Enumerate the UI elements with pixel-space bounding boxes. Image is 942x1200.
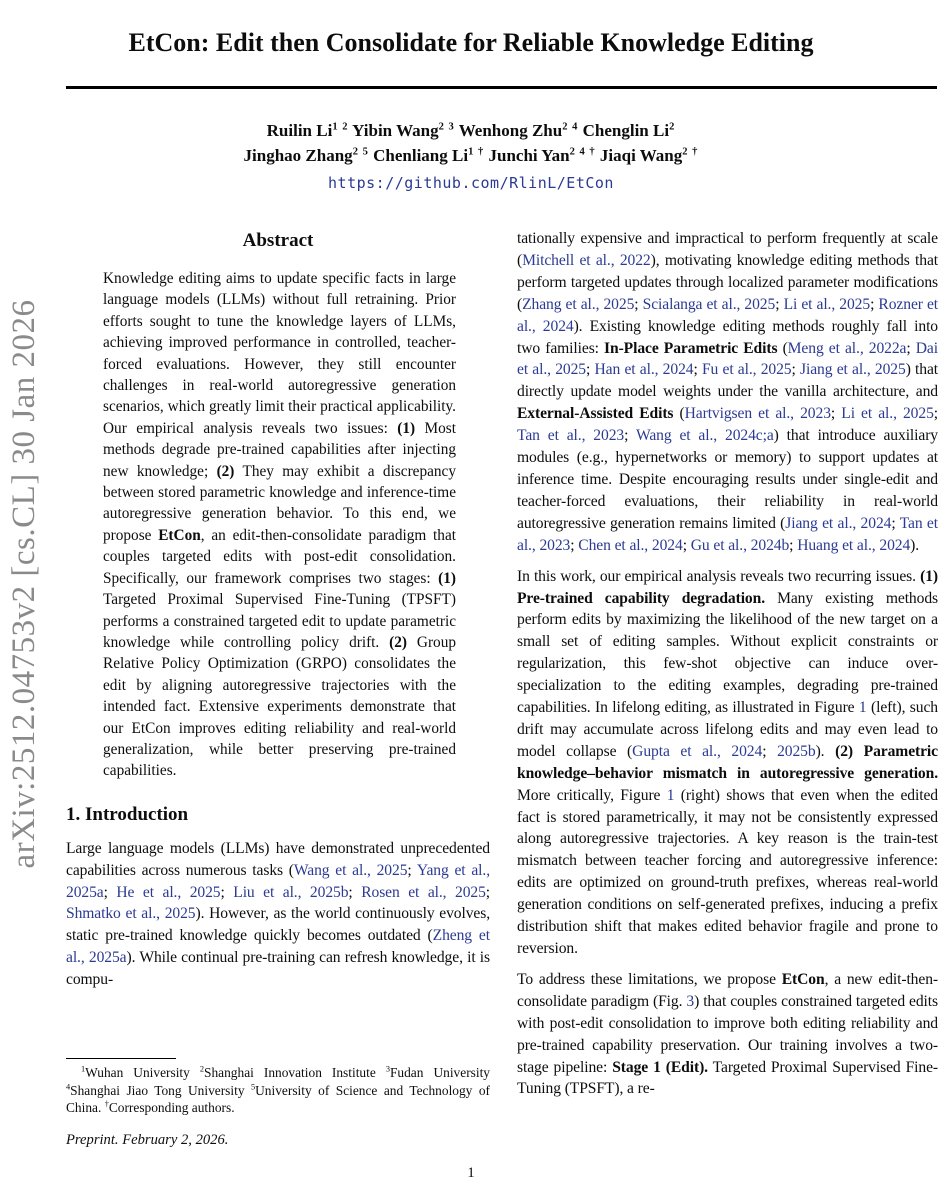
- text-run: Knowledge editing aims to update specific facts in large language models (LLMs) without full retraining. Prior efforts sought to tune the knowledge layers of LLMs, achieving improved performance in controlled, teacher-forced evaluations. However, they still encounter challenges in real-world autoregressive generation scenarios, which greatly limit their practical applicability. Our empirical analysis reveals two issues:: [103, 270, 456, 437]
- citation-link[interactable]: Jiang et al., 2025: [800, 361, 906, 379]
- text-run: Group Relative Policy Optimization (GRPO) consolidates the edit by aligning autoregressive trajectories with the intended fact. Extensive experiments demonstrate that our EtCon improves editing reliability and real-world generalization, while better preserving pre-trained capabilities.: [103, 633, 456, 780]
- text-run: ;: [634, 295, 643, 313]
- citation-link[interactable]: Tan et al., 2023: [517, 514, 938, 554]
- superscript: †: [104, 1099, 109, 1109]
- page-number: 1: [467, 1165, 475, 1181]
- text-run: ), motivating knowledge editing methods that perform targeted updates through localized parameter modifications (: [517, 251, 938, 313]
- right-paragraph-1: [517, 228, 938, 557]
- citation-link[interactable]: 1: [666, 786, 675, 804]
- superscript: 2 †: [682, 146, 699, 158]
- text-run: ;: [220, 883, 234, 901]
- affiliations-footnote: [66, 1064, 490, 1117]
- superscript: 3: [385, 1064, 390, 1074]
- superscript: 2 4 †: [569, 146, 596, 158]
- right-paragraph-2: [517, 566, 938, 960]
- text-run: EtCon: [158, 526, 201, 544]
- text-run: ;: [103, 883, 117, 901]
- citation-link[interactable]: Dai et al., 2025: [517, 339, 938, 379]
- citation-link[interactable]: Wang et al., 2024c;a: [635, 427, 774, 445]
- text-run: ;: [407, 861, 417, 879]
- text-run: Ruilin Li: [266, 121, 333, 140]
- text-run: ;: [348, 883, 362, 901]
- text-run: ) that introduce auxiliary modules (e.g., hypernetworks or memory) to support updates at inference time. Despite encouraging results under single-edit and teacher-forced evaluations, their reliability in real-world autoregressive generation remains limited (: [517, 427, 938, 532]
- section-heading-introduction: 1. Introduction: [66, 803, 189, 825]
- text-run: (left), such drift may accumulate across lifelong edits and may even lead to model collapse (: [517, 699, 938, 760]
- superscript: 2: [669, 121, 676, 133]
- footnote-block: [66, 1058, 490, 1149]
- github-link[interactable]: https://github.com/RlinL/EtCon: [328, 174, 614, 192]
- superscript: 1: [81, 1064, 86, 1074]
- text-run: Yibin Wang: [352, 121, 439, 140]
- right-paragraph-3: [517, 969, 938, 1100]
- text-run: ;: [775, 295, 784, 313]
- text-run: ;: [624, 427, 636, 445]
- citation-link[interactable]: Li et al., 2025: [783, 295, 871, 313]
- text-run: Wuhan University: [85, 1065, 200, 1080]
- author-line-2: [0, 143, 942, 168]
- citation-link[interactable]: Li et al., 2025: [841, 405, 934, 423]
- text-run: Chenglin Li: [582, 121, 670, 140]
- text-run: Jiaqi Wang: [599, 146, 683, 165]
- footnote-rule: [66, 1058, 176, 1059]
- text-run: Fudan University: [389, 1065, 490, 1080]
- preprint-note: Preprint. February 2, 2026.: [66, 1131, 229, 1148]
- citation-link[interactable]: Gupta et al., 2024: [632, 742, 763, 760]
- text-run: Large language models (LLMs) have demonstrated unprecedented capabilities across numerous tasks (: [66, 839, 490, 879]
- superscript: 4: [66, 1082, 71, 1092]
- citation-link[interactable]: Wang et al., 2025: [293, 861, 408, 879]
- text-run: ;: [682, 536, 691, 554]
- text-run: ;: [789, 536, 798, 554]
- intro-paragraph: [66, 838, 490, 991]
- citation-link[interactable]: Rozner et al., 2024: [517, 295, 938, 335]
- text-run: Shanghai Innovation Institute: [204, 1065, 386, 1080]
- text-run: (right) shows that even when the edited fact is stored parametrically, it may not be consistently expressed along autoregressive trajectories. A key reason is the train-test mismatch between teacher forcing and autoregressive inference: edits are optimized on ground-truth prefixes, whereas real-world generation conditions on self-generated prefixes, inducing a prefix distribution shift that makes edited behavior fragile and prone to reversion.: [517, 786, 938, 957]
- paper-title: EtCon: Edit then Consolidate for Reliable Knowledge Editing: [128, 28, 814, 57]
- text-run: ) that couples constrained targeted edits with post-edit consolidation to improve both editing reliability and pre-trained capability preservation. Our training involves a two-stage pipeline:: [517, 992, 938, 1076]
- text-run: University of Science and Technology of China.: [66, 1082, 490, 1116]
- text-run: They may exhibit a discrepancy between stored parametric knowledge and inference-time autoregressive generation behavior. To this end, we propose: [103, 462, 456, 544]
- text-run: ;: [586, 361, 595, 379]
- citation-link[interactable]: Shmatko et al., 2025: [66, 905, 196, 923]
- text-run: In this work, our empirical analysis reveals two recurring issues.: [517, 567, 921, 585]
- text-run: tationally expensive and impractical to perform frequently at scale (: [517, 230, 938, 269]
- abstract-heading: Abstract: [242, 230, 314, 251]
- author-line-1: [0, 118, 942, 143]
- citation-link[interactable]: Gu et al., 2024b: [690, 536, 790, 554]
- text-run: ;: [791, 361, 801, 379]
- text-run: ;: [891, 514, 900, 532]
- text-run: (2): [389, 633, 407, 651]
- right-column: [517, 228, 938, 1163]
- superscript: 2 4: [562, 121, 579, 133]
- text-run: (2): [216, 462, 235, 480]
- text-run: Corresponding authors.: [108, 1100, 235, 1116]
- superscript: 5: [250, 1082, 256, 1092]
- text-run: ;: [830, 405, 842, 423]
- text-run: ). While continual pre-training can refresh knowledge, it is compu-: [66, 949, 490, 989]
- text-run: Chenliang Li: [373, 146, 469, 165]
- text-run: ;: [870, 295, 879, 313]
- text-run: (: [673, 405, 685, 423]
- text-run: ).: [815, 742, 836, 760]
- citation-link[interactable]: Han et al., 2024: [594, 361, 694, 379]
- citation-link[interactable]: Hartvigsen et al., 2023: [684, 405, 831, 423]
- text-run: Shanghai Jiao Tong University: [70, 1082, 251, 1098]
- citation-link[interactable]: Yang et al., 2025a: [66, 861, 490, 901]
- text-run: ;: [762, 742, 778, 760]
- text-run: ) that directly update model weights under the vanilla architecture, and: [517, 361, 938, 401]
- citation-link[interactable]: 3: [686, 992, 695, 1010]
- citation-link[interactable]: Jiang et al., 2024: [785, 514, 892, 532]
- citation-link[interactable]: Rosen et al., 2025: [361, 883, 486, 901]
- text-run: Most methods degrade pre-trained capabilities after injecting new knowledge;: [103, 419, 456, 480]
- text-run: Stage 1 (Edit).: [612, 1058, 708, 1076]
- text-run: In-Place Parametric Edits: [604, 339, 778, 357]
- abstract-body: [66, 268, 490, 782]
- title-rule: [66, 86, 937, 89]
- text-run: Targeted Proximal Supervised Fine-Tuning (TPSFT), a re-: [517, 1058, 938, 1098]
- citation-link[interactable]: Huang et al., 2024: [797, 536, 911, 554]
- citation-link[interactable]: Meng et al., 2022a: [787, 339, 907, 357]
- text-run: More critically, Figure: [517, 786, 667, 804]
- superscript: 2 5: [352, 146, 369, 158]
- text-run: EtCon: [781, 970, 825, 988]
- text-run: ;: [933, 405, 938, 423]
- text-run: (: [777, 339, 788, 357]
- text-run: ;: [906, 339, 916, 357]
- author-block: [0, 118, 942, 196]
- text-run: Wenhong Zhu: [458, 121, 563, 140]
- citation-link[interactable]: Mitchell et al., 2022: [522, 251, 651, 269]
- citation-link[interactable]: Zheng et al., 2025a: [66, 927, 490, 967]
- citation-link[interactable]: Zhang et al., 2025: [522, 295, 635, 313]
- citation-link[interactable]: Fu et al., 2025: [701, 361, 792, 379]
- text-run: Targeted Proximal Supervised Fine-Tuning (TPSFT) performs a constrained targeted edit to update parametric knowledge while controlling policy drift.: [103, 591, 456, 651]
- text-run: Jinghao Zhang: [243, 146, 353, 165]
- superscript: 1 2: [332, 121, 349, 133]
- text-run: ;: [693, 361, 702, 379]
- text-run: (1): [397, 419, 416, 437]
- citation-link[interactable]: Chen et al., 2024: [578, 536, 683, 554]
- citation-link[interactable]: 1: [858, 699, 867, 717]
- citation-link[interactable]: He et al., 2025: [116, 883, 221, 901]
- text-run: (1) Pre-trained capability degradation.: [517, 567, 938, 607]
- text-run: ;: [570, 536, 579, 554]
- superscript: 2 3: [438, 121, 455, 133]
- text-run: ). However, as the world continuously evolves, static pre-trained knowledge quickly becomes outdated (: [66, 905, 490, 945]
- citation-link[interactable]: Liu et al., 2025b: [233, 883, 349, 901]
- text-run: (2) Parametric knowledge–behavior mismatch in autoregressive generation.: [517, 742, 938, 782]
- text-run: ). Existing knowledge editing methods roughly fall into two families:: [517, 317, 938, 357]
- citation-link[interactable]: Tan et al., 2023: [517, 427, 625, 445]
- text-run: (1): [438, 569, 456, 587]
- text-run: Junchi Yan: [488, 146, 570, 165]
- text-run: ).: [910, 536, 920, 554]
- text-run: ;: [485, 883, 490, 901]
- superscript: 1 †: [468, 146, 485, 158]
- arxiv-watermark: arXiv:2512.04753v2 [cs.CL] 30 Jan 2026: [6, 299, 42, 869]
- text-run: , an edit-then-consolidate paradigm that couples targeted edits with post-edit consolidation. Specifically, our framework comprises two stages:: [103, 526, 456, 587]
- citation-link[interactable]: Scialanga et al., 2025: [642, 295, 776, 313]
- text-run: , a new edit-then-consolidate paradigm (Fig.: [517, 970, 938, 1010]
- text-run: Many existing methods perform edits by maximizing the likelihood of the new target on a small set of editing samples. Without explicit constraints or regularization, this few-shot objective can induce over-specialization to the editing examples, degrading pre-trained capabilities. In lifelong editing, as illustrated in Figure: [517, 589, 938, 717]
- citation-link[interactable]: 2025b: [777, 742, 816, 760]
- text-run: To address these limitations, we propose: [517, 970, 782, 988]
- text-run: External-Assisted Edits: [517, 405, 674, 423]
- left-column: [66, 228, 490, 1158]
- superscript: 2: [199, 1064, 205, 1074]
